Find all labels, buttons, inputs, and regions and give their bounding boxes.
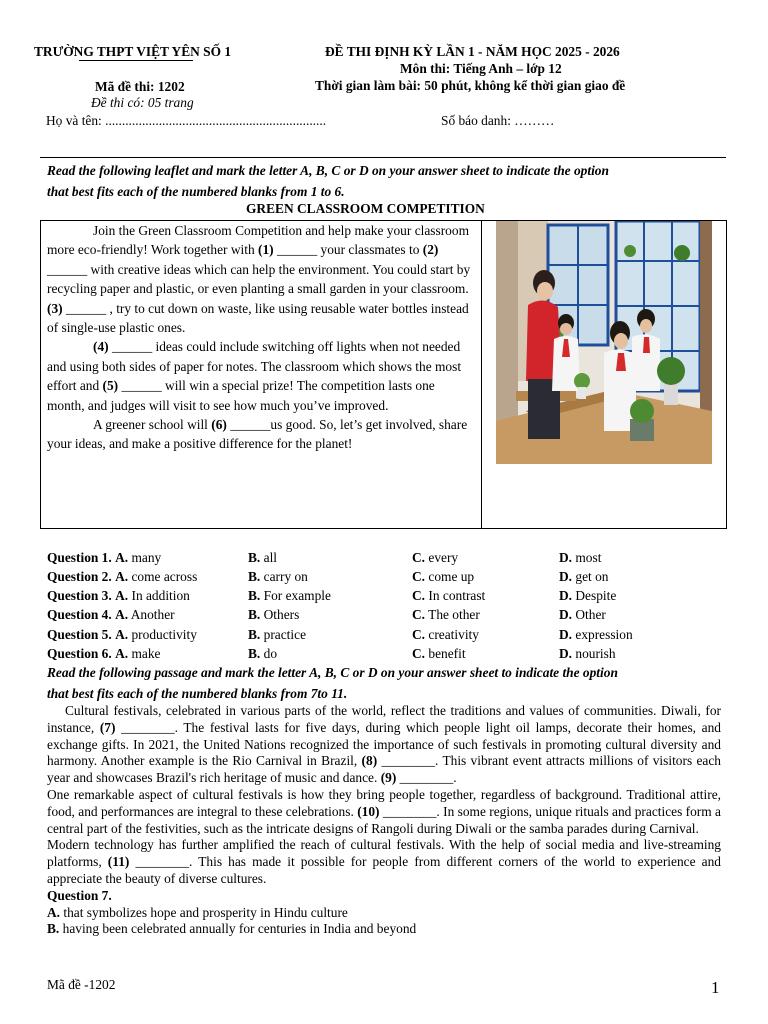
leaflet-box-divider [481,221,482,528]
blank-4-label: (4) [93,339,109,355]
question-label [47,567,197,586]
passage-paragraph-2 [47,787,721,837]
option-a-text: Another [130,607,175,622]
option-d-text: nourish [575,646,616,661]
option-b [248,644,277,663]
option-d [559,644,616,663]
option-letter-b: B. [248,627,261,642]
question-label [47,644,160,663]
question-label [47,605,175,624]
school-name [34,44,231,60]
leaflet-paragraph-3 [47,415,475,454]
option-d-text: most [575,550,602,565]
option-c [412,644,466,663]
option-c-text: come up [428,569,475,584]
option-d-text: Despite [575,588,617,603]
passage-paragraph-1 [47,703,721,787]
leaflet-text-span: ______ ideas could include switching off lights when not needed and using both sides of paper for notes. The classroom which shows the most effort and [47,339,462,394]
question-label [47,586,190,605]
option-letter-b: B. [47,921,60,937]
passage-text-span: ________. This vibrant event attracts millions of visitors each year and showcases Brazil's rich heritage of music and dance. [47,753,721,786]
option-d [559,567,609,586]
option-b-text: Others [263,607,300,622]
reading-passage [47,703,721,938]
option-letter-d: D. [559,646,573,661]
footer-exam-code: Mã đề -1202 [47,977,116,992]
option-c-text: The other [428,607,480,622]
option-d [559,586,616,605]
leaflet-box [40,220,727,529]
passage-text-span: ________. In some regions, unique rituals and practices form a central part of the festivities, such as the intricate designs of Rangoli during Diwali or the samba parades during Carnival. [47,803,721,836]
question-number: Question 1. [47,550,112,565]
option-letter-b: B. [248,588,261,603]
option-d-text: Other [575,607,606,622]
option-letter-d: D. [559,588,573,603]
option-b-text: do [263,646,278,661]
leaflet-text-span: A greener school will [93,417,212,433]
option-c-text: creativity [428,627,479,642]
question-number: Question 4. [47,607,112,622]
option-letter-d: D. [559,550,573,565]
option-a-text: come across [131,569,198,584]
classroom-photo-illustration [496,221,712,464]
option-letter-a: A. [115,550,129,565]
passage-text-span: ________. This has made it possible for people from different corners of the world to experience and appreciate the beauty of diverse cultures. [47,854,721,886]
question-row-6 [47,644,737,663]
classroom-photo [496,221,712,464]
option-letter-a: A. [115,646,129,661]
exam-code: Mã đề thi: 1202 [95,79,185,94]
blank-5-label: (5) [102,378,119,394]
option-letter-b: B. [248,607,261,622]
option-letter-b: B. [248,569,261,584]
option-c [412,586,485,605]
option-letter-c: C. [412,646,426,661]
passage-text-span: One remarkable aspect of cultural festivals is how they bring people together, regardless of background. Traditional attire, food, and performances are integral to these celebrations. [47,786,721,819]
blank-8-label: (8) [361,753,378,769]
section2-instruction-line2: that best fits each of the numbered blanks from 7to 11. [47,686,348,701]
passage-text-span: Cultural festivals, celebrated in various parts of the world, reflect the traditions and values of communities. Diwali, for instance, [47,703,721,735]
option-letter-a: A. [115,607,129,622]
option-letter-c: C. [412,588,426,603]
question-7-option-b [47,921,721,938]
school-underline [79,60,193,61]
question-number: Question 6. [47,646,112,661]
option-letter-b: B. [248,550,261,565]
option-b [248,605,299,624]
option-letter-b: B. [248,646,261,661]
option-a-text: productivity [131,627,197,642]
option-c [412,625,479,644]
exam-subject: Môn thi: Tiếng Anh – lớp 12 [400,61,562,76]
option-b-text: having been celebrated annually for centuries in India and beyond [59,921,417,937]
option-c-text: benefit [428,646,466,661]
option-b [248,548,277,567]
page-number: 1 [711,978,720,997]
option-b-text: all [263,550,278,565]
question-row-5 [47,625,737,644]
leaflet-text-span: Join the Green Classroom Competition and help make your classroom more eco-friendly! Work together with [47,223,469,258]
question-row-2 [47,567,737,586]
option-letter-a: A. [115,569,129,584]
section2-instruction-line1: Read the following passage and mark the letter A, B, C or D on your answer sheet to indicate the option [47,665,618,680]
question-label [47,625,197,644]
candidate-name-field: Họ và tên: .................................................................. [46,113,327,128]
option-letter-c: C. [412,627,426,642]
option-b [248,625,306,644]
option-d [559,625,633,644]
option-d [559,548,601,567]
option-c [412,567,474,586]
question-number: Question 5. [47,627,112,642]
option-letter-d: D. [559,627,573,642]
option-a-text: many [131,550,162,565]
option-c [412,548,458,567]
option-letter-c: C. [412,550,426,565]
question-number: Question 2. [47,569,112,584]
option-b-text: For example [263,588,331,603]
blank-3-label: (3) [47,300,63,316]
blank-6-label: (6) [211,417,227,433]
passage-text-span: ________. The festival lasts for five days, during which people light oil lamps, decorate their homes, and exchange gifts. In 2021, the United Nations recognized the importance of such festivals in promoting cultural diversity and harmony. Another example is the Rio Carnival in Brazil, [47,719,721,769]
question-row-3 [47,586,737,605]
option-a-text: that symbolizes hope and prosperity in Hindu culture [60,904,348,920]
school-name-text: TRƯỜNG THPT VIỆT YÊN SỐ 1 [34,44,232,59]
leaflet-text-span: ______ , try to cut down on waste, like using reusable water bottles instead of single-use plastic ones. [47,300,469,336]
option-d-text: expression [575,627,633,642]
option-c-text: every [428,550,459,565]
leaflet-title: GREEN CLASSROOM COMPETITION [246,201,485,216]
option-a-text: make [131,646,161,661]
option-b-text: practice [263,627,307,642]
question-row-4 [47,605,737,624]
section2-instruction [47,662,747,704]
option-letter-c: C. [412,607,426,622]
leaflet-text-span: ______us good. So, let’s get involved, share your ideas, and make a positive difference for the planet! [47,417,468,452]
blank-11-label: (11) [107,854,130,870]
section1-instruction-line1: Read the following leaflet and mark the letter A, B, C or D on your answer sheet to indicate the option [47,163,609,178]
option-b [248,586,331,605]
blank-10-label: (10) [357,803,380,819]
passage-paragraph-3 [47,837,721,887]
option-letter-c: C. [412,569,426,584]
question-row-1 [47,548,737,567]
leaflet-text-span: ______ your classmates to [273,242,423,258]
passage-text-span: ________. [396,770,457,786]
option-a-text: In addition [131,588,190,603]
option-d-text: get on [575,569,609,584]
candidate-id-field: Số báo danh: ……… [441,113,555,128]
blank-7-label: (7) [99,719,116,735]
section1-instruction [47,160,747,202]
option-b [248,567,308,586]
blank-2-label: (2) [422,242,439,258]
header-divider [40,157,726,158]
option-c-text: In contrast [428,588,486,603]
question-7-label [47,888,721,905]
leaflet-text [47,221,475,454]
leaflet-paragraph-2 [47,337,475,415]
option-letter-a: A. [115,588,129,603]
section1-instruction-line2: that best fits each of the numbered blanks from 1 to 6. [47,184,345,199]
question-label [47,548,161,567]
option-letter-d: D. [559,569,573,584]
leaflet-text-span: ______ with creative ideas which can help the environment. You could start by recycling paper and plastic, or even planting a small garden in your classroom. [47,261,471,297]
page-count: Đề thi có: 05 trang [91,95,194,110]
passage-text-span: Modern technology has further amplified the reach of cultural festivals. With the help of social media and live-streaming platforms, [47,837,721,870]
leaflet-paragraph-1 [47,221,475,337]
question-number: Question 3. [47,588,112,603]
option-b-text: carry on [263,569,308,584]
option-c [412,605,480,624]
exam-time: Thời gian làm bài: 50 phút, không kể thời gian giao đề [315,78,626,93]
option-letter-a: A. [47,904,61,920]
blank-1-label: (1) [258,242,274,258]
exam-title: ĐỀ THI ĐỊNH KỲ LẦN 1 - NĂM HỌC 2025 - 2026 [325,44,620,59]
blank-9-label: (9) [380,770,397,786]
question-7-option-a [47,905,721,922]
question-7-number: Question 7. [47,887,112,903]
option-letter-a: A. [115,627,129,642]
option-letter-d: D. [559,607,573,622]
leaflet-text-span: ______ will win a special prize! The competition lasts one month, and judges will visit to see how much you’ve improved. [47,378,435,413]
option-d [559,605,606,624]
